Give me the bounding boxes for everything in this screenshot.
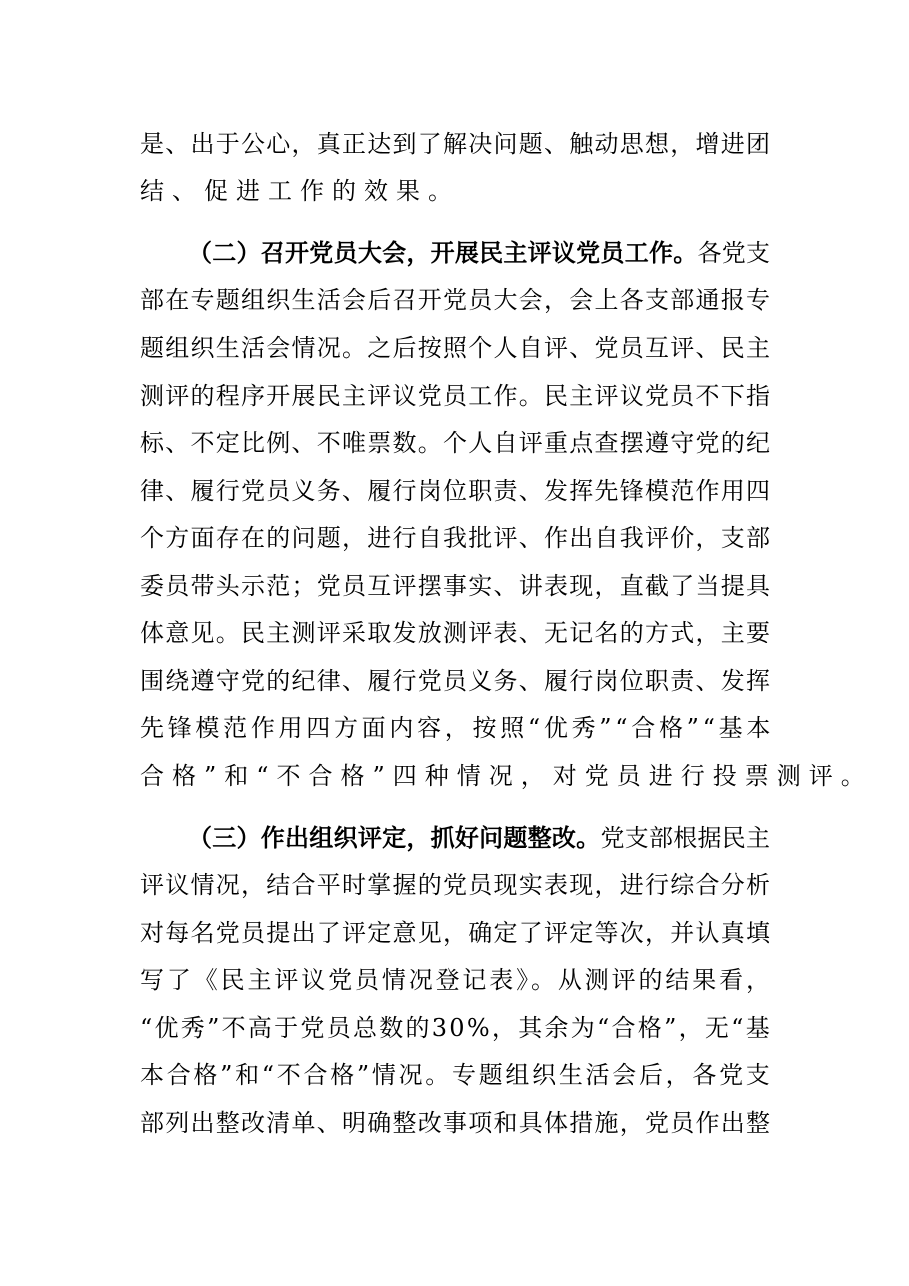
text-line: 围绕遵守党的纪律、履行党员义务、履行岗位职责、发挥	[140, 667, 772, 695]
text-line: 标、不定比例、不唯票数。个人自评重点查摆遵守党的纪	[140, 429, 772, 457]
text-line: 委员带头示范；党员互评摆事实、讲表现，直截了当提具	[140, 572, 772, 600]
text-line: 评议情况，结合平时掌握的党员现实表现，进行综合分析	[140, 871, 772, 899]
text-line: 结、促进工作的效果。	[140, 177, 460, 205]
section-2-heading: （二）召开党员大会，开展民主评议党员工作。	[188, 238, 698, 267]
text-line: 题组织生活会情况。之后按照个人自评、党员互评、民主	[140, 334, 772, 362]
text-line: 对每名党员提出了评定意见，确定了评定等次，并认真填	[140, 919, 772, 947]
section-3-heading: （三）作出组织评定，抓好问题整改。	[188, 823, 601, 852]
text-line: 律、履行党员义务、履行岗位职责、发挥先锋模范作用四	[140, 477, 772, 505]
text-line: 写了《民主评议党员情况登记表》。从测评的结果看，	[140, 966, 773, 994]
section-2-text: 各党支	[697, 239, 771, 267]
text-line: 测评的程序开展民主评议党员工作。民主评议党员不下指	[140, 382, 772, 410]
text-line: 是、出于公心，真正达到了解决问题、触动思想，增进团	[140, 130, 772, 158]
text-line: 部列出整改清单、明确整改事项和具体措施，党员作出整	[140, 1109, 772, 1137]
text-line: 本合格”和“不合格”情况。专题组织生活会后，各党支	[140, 1061, 773, 1089]
text-line: 先锋模范作用四方面内容，按照“优秀”“合格”“基本	[140, 714, 775, 742]
text-line: 合格”和“不合格”四种情况，对党员进行投票测评。	[140, 762, 873, 790]
text-line: 部在专题组织生活会后召开党员大会，会上各支部通报专	[140, 286, 772, 314]
text-line: 体意见。民主测评采取发放测评表、无记名的方式，主要	[140, 619, 772, 647]
text-line: “优秀”不高于党员总数的30%，其余为“合格”，无“基	[140, 1014, 772, 1042]
section-3-text: 党支部根据民主	[600, 824, 771, 852]
text-line: 个方面存在的问题，进行自我批评、作出自我评价，支部	[140, 524, 772, 552]
section-2-first-line	[188, 236, 770, 270]
section-3-first-line	[188, 821, 770, 855]
